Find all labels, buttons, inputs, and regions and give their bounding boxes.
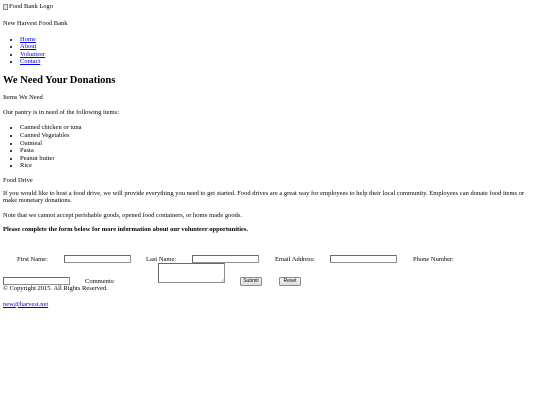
reset-button[interactable]: Reset — [279, 277, 301, 286]
last-name-label: Last Name: — [146, 256, 177, 264]
email-link[interactable]: new@harvest.net — [3, 300, 49, 308]
food-drive-text: If you would like to host a food drive, we will provide everything you need to get started. Food drives are a great way for employees to help their local community. Employees can donate food items or make monetary donations. — [3, 189, 525, 205]
comments-textarea[interactable] — [158, 263, 225, 283]
form-call-to-action: Please complete the form below for more information about our volunteer opportunities. — [3, 226, 249, 234]
list-item: • Pasta — [20, 147, 537, 155]
nav-item-about — [20, 43, 537, 51]
nav-item-volunteer — [20, 51, 537, 59]
nav-link-about[interactable]: About — [20, 43, 37, 51]
page-heading: We Need Your Donations — [3, 75, 116, 87]
comments-label: Comments: — [85, 278, 115, 286]
copyright: © Copyright 2015. All Rights Reserved. — [3, 285, 108, 293]
list-item: • Canned Vegetables — [20, 132, 537, 140]
nav-link-home[interactable]: Home — [20, 35, 36, 43]
list-item: • Canned chicken or tuna — [20, 124, 537, 132]
items-heading: Items We Need — [3, 94, 43, 102]
nav-link-contact[interactable]: Contact — [20, 58, 41, 66]
volunteer-form — [3, 242, 537, 286]
resize-grip-icon[interactable] — [221, 279, 224, 282]
site-name: New Harvest Food Bank — [3, 20, 68, 27]
email-input[interactable] — [330, 255, 397, 263]
first-name-input[interactable] — [64, 255, 131, 263]
main-nav — [3, 36, 537, 66]
phone-input[interactable] — [3, 277, 70, 285]
donation-note: Note that we cannot accept perishable goods, opened food containers, or home made goods. — [3, 211, 242, 219]
first-name-label: First Name: — [17, 256, 48, 264]
email-label: Email Address: — [275, 256, 315, 264]
nav-item-contact — [20, 58, 537, 66]
list-item: • Rice — [20, 162, 537, 170]
broken-image-icon — [3, 4, 8, 10]
last-name-input[interactable] — [192, 255, 259, 263]
logo — [3, 3, 537, 11]
food-drive-heading: Food Drive — [3, 176, 33, 184]
logo-alt-text: Food Bank Logo — [9, 3, 54, 11]
nav-link-volunteer[interactable]: Volunteer — [20, 50, 46, 58]
needed-items-list — [3, 124, 537, 170]
list-item: • Peanut butter — [20, 155, 537, 163]
phone-label: Phone Number: — [413, 256, 454, 264]
submit-button[interactable]: Submit — [240, 277, 262, 286]
items-intro: Our pantry is in need of the following items: — [3, 108, 119, 116]
footer-email — [3, 301, 537, 309]
nav-item-home — [20, 36, 537, 44]
list-item: • Oatmeal — [20, 140, 537, 148]
